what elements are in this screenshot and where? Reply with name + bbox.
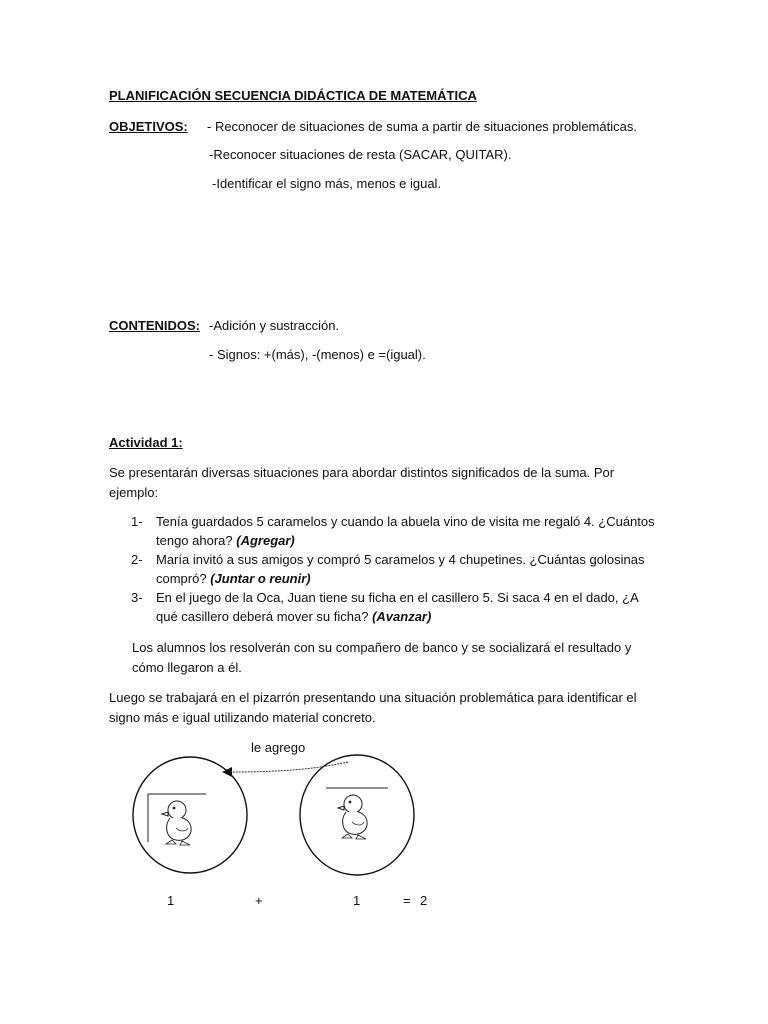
- objetivo-item: -Identificar el signo más, menos e igual.: [212, 176, 442, 191]
- actividad-heading: Actividad 1:: [109, 435, 183, 450]
- duck-icon: [162, 801, 191, 845]
- contenido-item: -Adición y sustracción.: [209, 318, 340, 333]
- equation-equals: =: [403, 893, 411, 908]
- list-number: 2-: [131, 552, 143, 567]
- objetivo-item: -Reconocer situaciones de resta (SACAR, QUITAR).: [209, 147, 512, 162]
- contenidos-label: CONTENIDOS:: [109, 318, 200, 333]
- arrow-line: [232, 762, 348, 772]
- list-tag: (Avanzar): [372, 609, 432, 624]
- duck-icon: [338, 795, 367, 839]
- list-tag: (Juntar o reunir): [210, 571, 311, 586]
- equation-plus: +: [255, 893, 263, 908]
- list-text: Tenía guardados 5 caramelos y cuando la abuela vino de visita me regaló 4. ¿Cuántos tengo ahora?: [156, 514, 655, 548]
- left-oval: [133, 757, 247, 873]
- equation-result: 2: [420, 893, 428, 908]
- arrow-label: le agrego: [251, 740, 306, 755]
- list-text: En el juego de la Oca, Juan tiene su ficha en el casillero 5. Si saca 4 en el dado, ¿A qué casillero deberá mover su ficha?: [156, 590, 639, 624]
- actividad-intro: Se presentarán diversas situaciones para abordar distintos significados de la suma. Por ejemplo:: [109, 465, 615, 500]
- objetivo-item: - Reconocer de situaciones de suma a partir de situaciones problemáticas.: [207, 119, 637, 134]
- objetivos-label: OBJETIVOS:: [109, 119, 188, 134]
- resolve-paragraph: Los alumnos los resolverán con su compañero de banco y se socializará el resultado y cómo llegaron a él.: [132, 640, 632, 675]
- list-tag: (Agregar): [236, 533, 295, 548]
- equation-right: 1: [353, 893, 361, 908]
- list-text: María invitó a sus amigos y compró 5 caramelos y 4 chupetines. ¿Cuántas golosinas compró?: [156, 552, 645, 586]
- list-number: 3-: [131, 590, 143, 605]
- list-number: 1-: [131, 514, 143, 529]
- equation-left: 1: [167, 893, 175, 908]
- document-title: PLANIFICACIÓN SECUENCIA DIDÁCTICA DE MATEMÁTICA: [109, 88, 477, 103]
- contenido-item: - Signos: +(más), -(menos) e =(igual).: [209, 347, 426, 362]
- pizarron-paragraph: Luego se trabajará en el pizarrón presentando una situación problemática para identificar el signo más e igual utilizando material concreto.: [109, 690, 637, 725]
